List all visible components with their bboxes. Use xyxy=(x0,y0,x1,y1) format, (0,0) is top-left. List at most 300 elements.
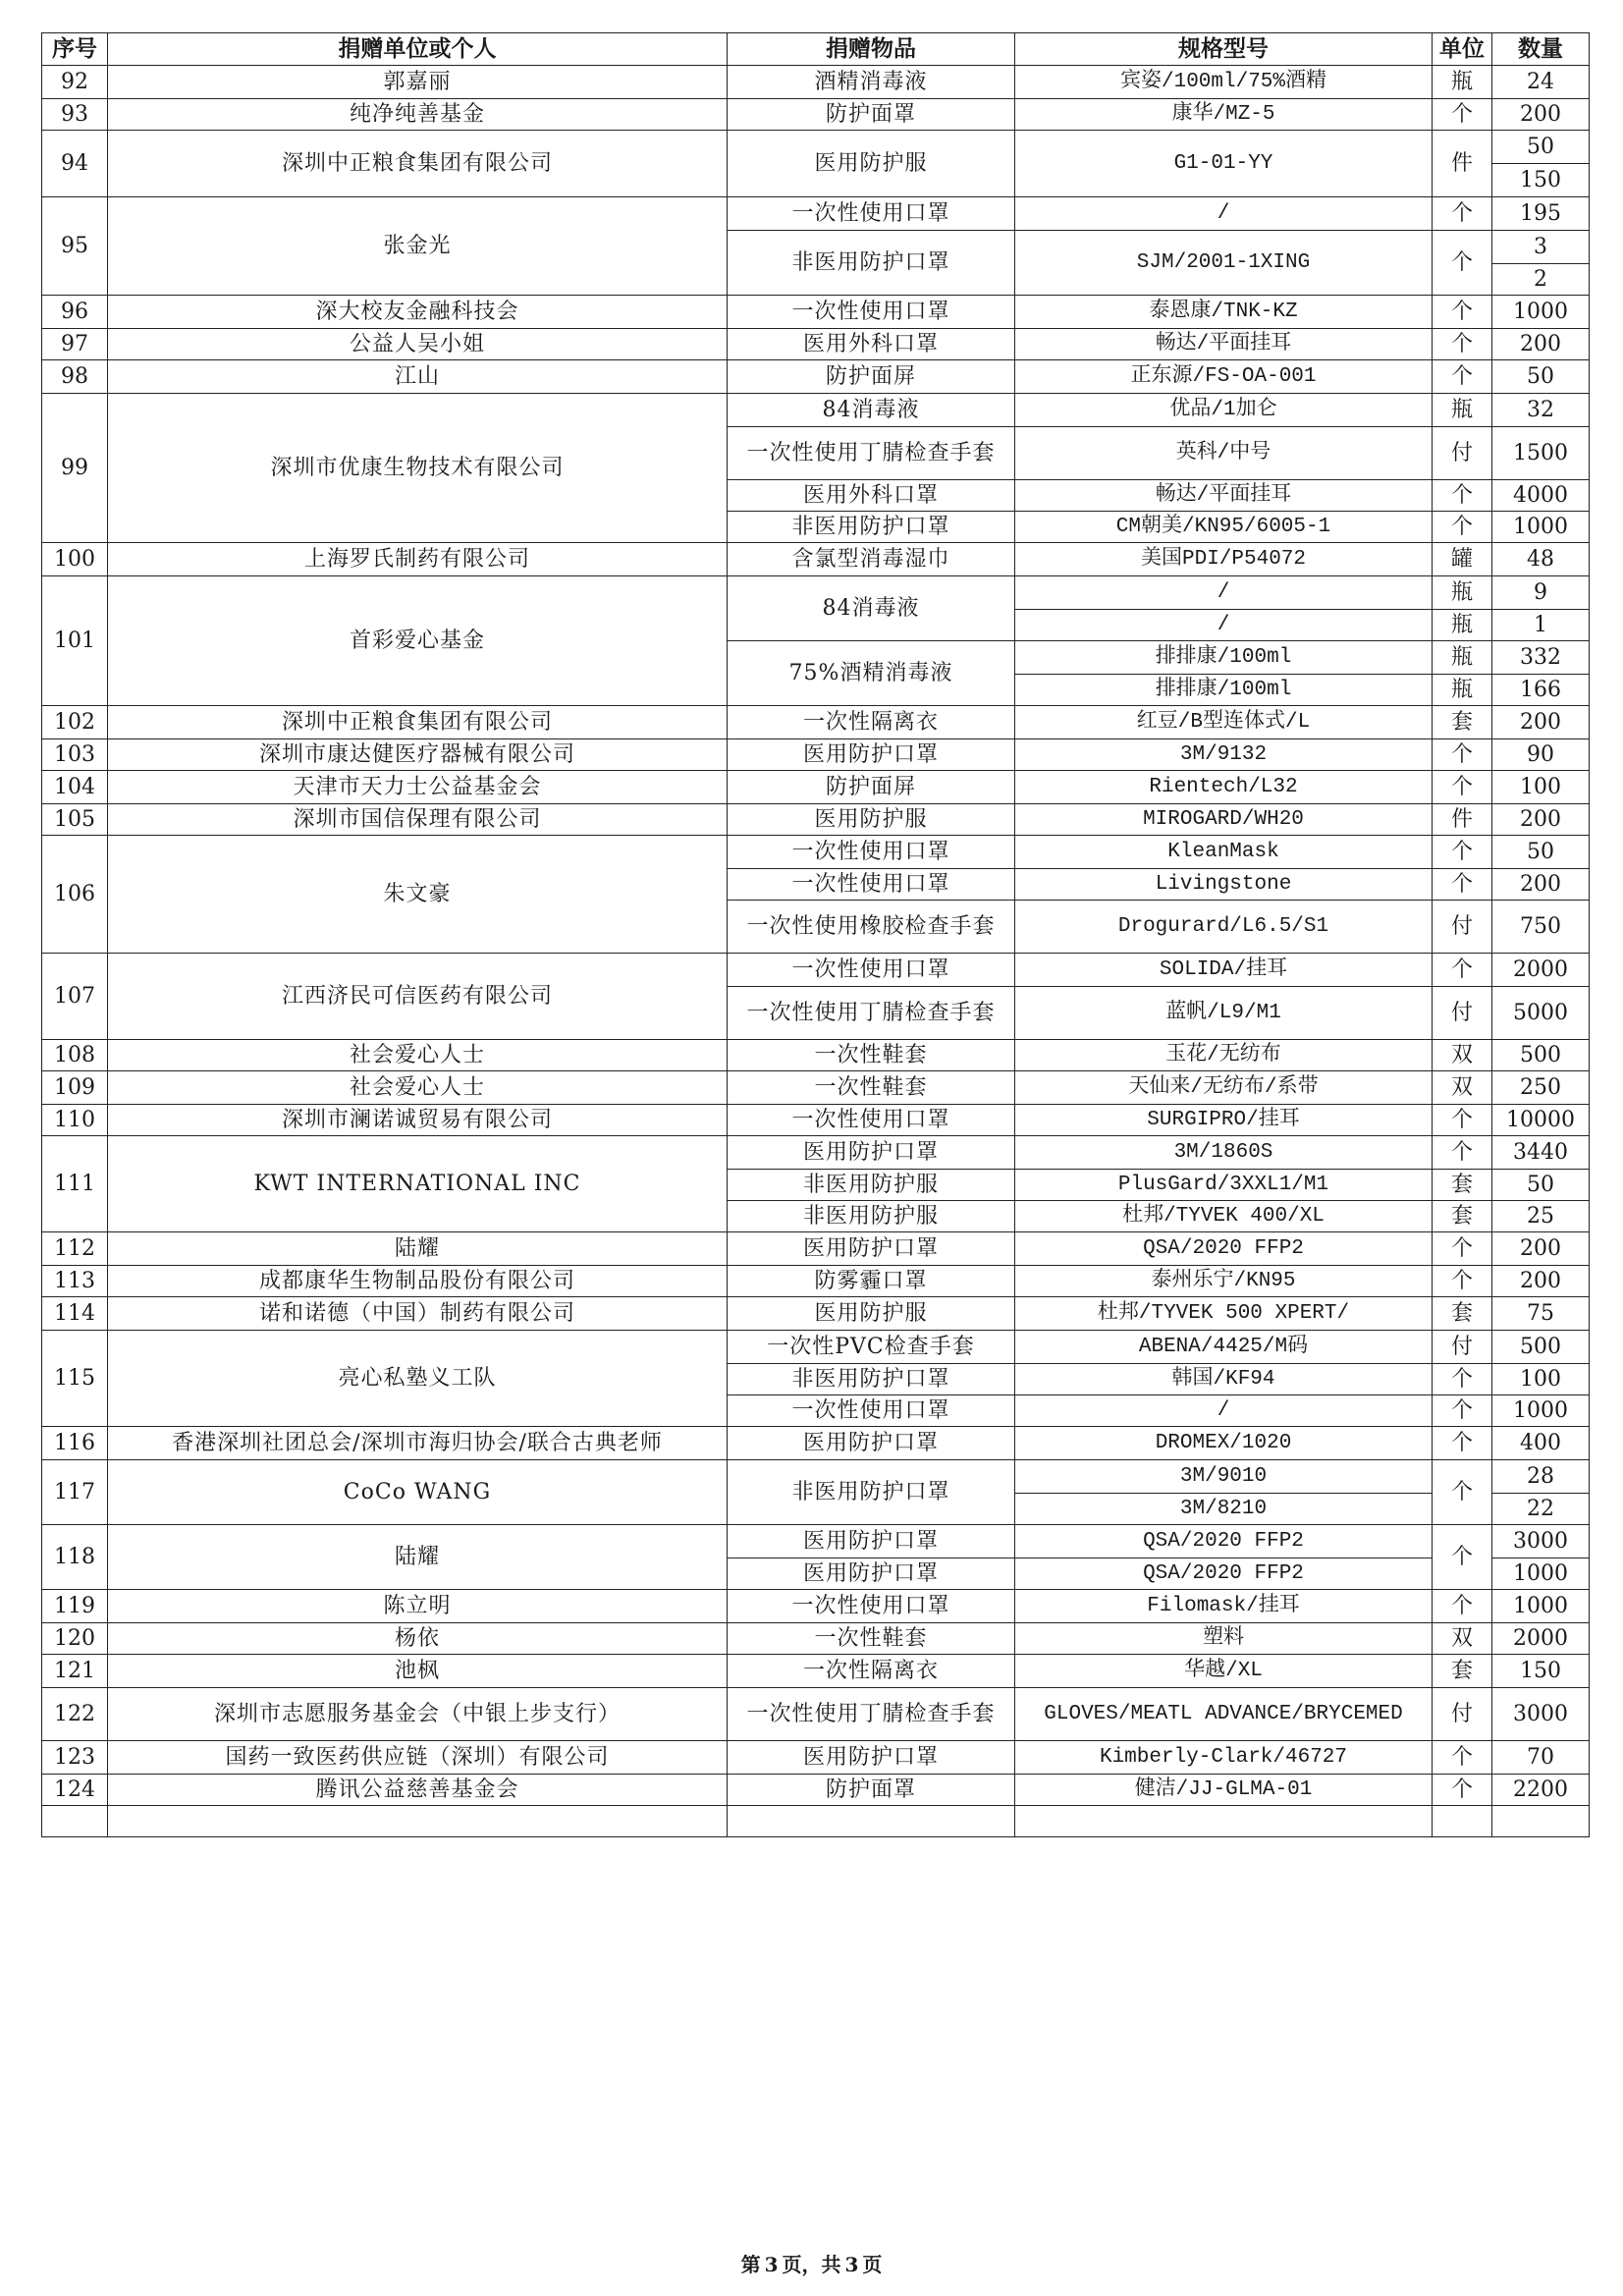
table-row xyxy=(42,836,1590,869)
cell-spec: Drogurard/L6.5/S1 xyxy=(1015,901,1433,954)
cell-unit: 个 xyxy=(1433,1525,1492,1590)
table-row xyxy=(42,1071,1590,1105)
cell-item: 医用防护口罩 xyxy=(728,739,1015,771)
cell-quantity: 166 xyxy=(1492,675,1590,706)
table-row xyxy=(42,1688,1590,1741)
cell-item: 一次性使用口罩 xyxy=(728,197,1015,231)
table-row xyxy=(42,576,1590,610)
table-row xyxy=(42,1232,1590,1266)
cell-item: 一次性鞋套 xyxy=(728,1040,1015,1071)
cell-unit: 双 xyxy=(1433,1071,1492,1105)
cell-seq: 106 xyxy=(42,836,108,954)
cell-unit: 瓶 xyxy=(1433,641,1492,675)
cell-item: 酒精消毒液 xyxy=(728,66,1015,99)
cell-quantity: 195 xyxy=(1492,197,1590,231)
table-header-row xyxy=(42,33,1590,66)
cell-item: 防护面屏 xyxy=(728,360,1015,394)
cell-item xyxy=(728,1806,1015,1837)
cell-item: 一次性使用丁腈检查手套 xyxy=(728,1688,1015,1741)
cell-seq: 113 xyxy=(42,1266,108,1297)
cell-seq: 110 xyxy=(42,1105,108,1136)
cell-item: 医用防护口罩 xyxy=(728,1427,1015,1460)
cell-spec: / xyxy=(1015,610,1433,641)
cell-quantity: 500 xyxy=(1492,1040,1590,1071)
cell-donor: 杨依 xyxy=(108,1623,728,1655)
cell-donor: 成都康华生物制品股份有限公司 xyxy=(108,1266,728,1297)
table-row xyxy=(42,1741,1590,1775)
cell-quantity: 750 xyxy=(1492,901,1590,954)
cell-unit: 个 xyxy=(1433,869,1492,901)
cell-seq: 121 xyxy=(42,1655,108,1688)
cell-quantity: 70 xyxy=(1492,1741,1590,1775)
cell-spec: 塑料 xyxy=(1015,1623,1433,1655)
cell-item: 一次性使用口罩 xyxy=(728,1105,1015,1136)
cell-seq: 101 xyxy=(42,576,108,706)
cell-quantity: 150 xyxy=(1492,164,1590,197)
cell-quantity: 100 xyxy=(1492,771,1590,804)
cell-seq: 95 xyxy=(42,197,108,296)
cell-quantity: 4000 xyxy=(1492,480,1590,512)
cell-item: 非医用防护口罩 xyxy=(728,1460,1015,1525)
cell-spec: 泰恩康/TNK-KZ xyxy=(1015,296,1433,329)
cell-quantity: 24 xyxy=(1492,66,1590,99)
cell-spec: 正东源/FS-OA-001 xyxy=(1015,360,1433,394)
cell-spec: / xyxy=(1015,576,1433,610)
cell-seq: 96 xyxy=(42,296,108,329)
cell-spec: MIROGARD/WH20 xyxy=(1015,804,1433,836)
cell-unit: 瓶 xyxy=(1433,66,1492,99)
cell-spec: 健洁/JJ-GLMA-01 xyxy=(1015,1775,1433,1806)
donation-table xyxy=(41,32,1590,1837)
cell-quantity: 28 xyxy=(1492,1460,1590,1494)
cell-donor: 深圳市优康生物技术有限公司 xyxy=(108,394,728,543)
cell-seq: 92 xyxy=(42,66,108,99)
cell-quantity: 50 xyxy=(1492,360,1590,394)
cell-quantity: 250 xyxy=(1492,1071,1590,1105)
cell-donor: 深大校友金融科技会 xyxy=(108,296,728,329)
cell-unit: 个 xyxy=(1433,1105,1492,1136)
table-row xyxy=(42,954,1590,987)
cell-item: 84消毒液 xyxy=(728,576,1015,641)
cell-donor: 首彩爱心基金 xyxy=(108,576,728,706)
cell-spec: ABENA/4425/M码 xyxy=(1015,1331,1433,1364)
cell-donor: 诺和诺德（中国）制药有限公司 xyxy=(108,1297,728,1331)
table-row xyxy=(42,329,1590,360)
cell-item: 防雾霾口罩 xyxy=(728,1266,1015,1297)
cell-quantity: 200 xyxy=(1492,804,1590,836)
cell-spec: PlusGard/3XXL1/M1 xyxy=(1015,1170,1433,1201)
table-body xyxy=(42,66,1590,1837)
cell-spec: GLOVES/MEATL ADVANCE/BRYCEMED xyxy=(1015,1688,1433,1741)
cell-item: 含氯型消毒湿巾 xyxy=(728,543,1015,576)
cell-item: 一次性PVC检查手套 xyxy=(728,1331,1015,1364)
page-suffix: 页 xyxy=(862,2253,883,2276)
cell-quantity: 1000 xyxy=(1492,512,1590,543)
cell-spec: 杜邦/TYVEK 500 XPERT/ xyxy=(1015,1297,1433,1331)
cell-donor: 陆耀 xyxy=(108,1232,728,1266)
cell-donor: 张金光 xyxy=(108,197,728,296)
cell-unit: 套 xyxy=(1433,706,1492,739)
cell-quantity: 48 xyxy=(1492,543,1590,576)
cell-donor: 深圳市国信保理有限公司 xyxy=(108,804,728,836)
cell-unit: 付 xyxy=(1433,1688,1492,1741)
header-quantity: 数量 xyxy=(1492,33,1590,66)
cell-item: 一次性使用橡胶检查手套 xyxy=(728,901,1015,954)
cell-item: 一次性使用口罩 xyxy=(728,296,1015,329)
cell-unit: 双 xyxy=(1433,1623,1492,1655)
cell-spec: 优品/1加仑 xyxy=(1015,394,1433,427)
cell-spec: / xyxy=(1015,1395,1433,1427)
cell-unit: 个 xyxy=(1433,512,1492,543)
cell-quantity: 1 xyxy=(1492,610,1590,641)
cell-unit: 付 xyxy=(1433,901,1492,954)
cell-item: 医用防护服 xyxy=(728,804,1015,836)
cell-unit: 件 xyxy=(1433,131,1492,197)
cell-quantity: 200 xyxy=(1492,329,1590,360)
cell-spec: 天仙来/无纺布/系带 xyxy=(1015,1071,1433,1105)
table-row xyxy=(42,1136,1590,1170)
cell-quantity: 25 xyxy=(1492,1201,1590,1232)
cell-spec: 畅达/平面挂耳 xyxy=(1015,329,1433,360)
table-row xyxy=(42,360,1590,394)
cell-item: 84消毒液 xyxy=(728,394,1015,427)
cell-unit: 个 xyxy=(1433,197,1492,231)
cell-seq: 102 xyxy=(42,706,108,739)
cell-donor: 陈立明 xyxy=(108,1590,728,1623)
cell-quantity: 10000 xyxy=(1492,1105,1590,1136)
cell-quantity: 100 xyxy=(1492,1364,1590,1395)
cell-seq: 104 xyxy=(42,771,108,804)
cell-spec: SJM/2001-1XING xyxy=(1015,231,1433,296)
cell-donor: 深圳市澜诺诚贸易有限公司 xyxy=(108,1105,728,1136)
cell-spec: 排排康/100ml xyxy=(1015,675,1433,706)
cell-quantity: 2000 xyxy=(1492,1623,1590,1655)
cell-seq: 98 xyxy=(42,360,108,394)
cell-spec: Livingstone xyxy=(1015,869,1433,901)
cell-donor: 上海罗氏制药有限公司 xyxy=(108,543,728,576)
cell-spec: 康华/MZ-5 xyxy=(1015,99,1433,131)
cell-item: 75%酒精消毒液 xyxy=(728,641,1015,706)
cell-donor: 社会爱心人士 xyxy=(108,1040,728,1071)
cell-seq: 118 xyxy=(42,1525,108,1590)
cell-seq: 103 xyxy=(42,739,108,771)
cell-seq: 114 xyxy=(42,1297,108,1331)
cell-seq: 122 xyxy=(42,1688,108,1741)
table-row xyxy=(42,1427,1590,1460)
cell-item: 医用防护口罩 xyxy=(728,1558,1015,1590)
cell-seq: 124 xyxy=(42,1775,108,1806)
cell-unit xyxy=(1433,1806,1492,1837)
cell-donor: 国药一致医药供应链（深圳）有限公司 xyxy=(108,1741,728,1775)
cell-donor: 江山 xyxy=(108,360,728,394)
table-row xyxy=(42,296,1590,329)
cell-donor: 天津市天力士公益基金会 xyxy=(108,771,728,804)
table-row xyxy=(42,66,1590,99)
page-number: 3 xyxy=(764,2253,779,2276)
cell-item: 非医用防护口罩 xyxy=(728,1364,1015,1395)
cell-unit: 付 xyxy=(1433,427,1492,480)
cell-donor xyxy=(108,1806,728,1837)
cell-seq: 123 xyxy=(42,1741,108,1775)
cell-spec: 英科/中号 xyxy=(1015,427,1433,480)
cell-item: 非医用防护服 xyxy=(728,1170,1015,1201)
cell-spec: 3M/8210 xyxy=(1015,1494,1433,1525)
cell-spec: 排排康/100ml xyxy=(1015,641,1433,675)
cell-spec: 韩国/KF94 xyxy=(1015,1364,1433,1395)
cell-unit: 个 xyxy=(1433,1395,1492,1427)
cell-quantity: 1000 xyxy=(1492,1590,1590,1623)
table-row xyxy=(42,1775,1590,1806)
cell-unit: 件 xyxy=(1433,804,1492,836)
cell-seq: 100 xyxy=(42,543,108,576)
table-row xyxy=(42,1806,1590,1837)
cell-quantity: 90 xyxy=(1492,739,1590,771)
cell-item: 防护面罩 xyxy=(728,99,1015,131)
cell-seq: 117 xyxy=(42,1460,108,1525)
cell-donor: CoCo WANG xyxy=(108,1460,728,1525)
cell-quantity: 9 xyxy=(1492,576,1590,610)
header-item: 捐赠物品 xyxy=(728,33,1015,66)
cell-donor: 陆耀 xyxy=(108,1525,728,1590)
cell-spec: 玉花/无纺布 xyxy=(1015,1040,1433,1071)
cell-item: 一次性使用口罩 xyxy=(728,954,1015,987)
cell-unit: 个 xyxy=(1433,1364,1492,1395)
cell-unit: 个 xyxy=(1433,1590,1492,1623)
cell-item: 医用防护服 xyxy=(728,131,1015,197)
cell-quantity: 2000 xyxy=(1492,954,1590,987)
cell-quantity: 332 xyxy=(1492,641,1590,675)
cell-donor: 腾讯公益慈善基金会 xyxy=(108,1775,728,1806)
cell-spec: KleanMask xyxy=(1015,836,1433,869)
cell-spec: SOLIDA/挂耳 xyxy=(1015,954,1433,987)
cell-unit: 付 xyxy=(1433,987,1492,1040)
cell-spec: QSA/2020 FFP2 xyxy=(1015,1525,1433,1558)
cell-spec: Kimberly-Clark/46727 xyxy=(1015,1741,1433,1775)
cell-unit: 个 xyxy=(1433,1232,1492,1266)
cell-unit: 付 xyxy=(1433,1331,1492,1364)
table-row xyxy=(42,1331,1590,1364)
cell-unit: 个 xyxy=(1433,1741,1492,1775)
cell-item: 一次性使用口罩 xyxy=(728,869,1015,901)
cell-seq: 119 xyxy=(42,1590,108,1623)
cell-unit: 瓶 xyxy=(1433,675,1492,706)
cell-seq: 94 xyxy=(42,131,108,197)
cell-seq: 115 xyxy=(42,1331,108,1427)
cell-quantity: 22 xyxy=(1492,1494,1590,1525)
cell-donor: 郭嘉丽 xyxy=(108,66,728,99)
cell-seq: 97 xyxy=(42,329,108,360)
table-row xyxy=(42,99,1590,131)
cell-unit: 个 xyxy=(1433,360,1492,394)
cell-spec: 华越/XL xyxy=(1015,1655,1433,1688)
cell-item: 一次性使用口罩 xyxy=(728,1590,1015,1623)
cell-spec: 3M/1860S xyxy=(1015,1136,1433,1170)
cell-unit: 个 xyxy=(1433,1427,1492,1460)
table-row xyxy=(42,1105,1590,1136)
cell-spec: 杜邦/TYVEK 400/XL xyxy=(1015,1201,1433,1232)
header-donor: 捐赠单位或个人 xyxy=(108,33,728,66)
cell-item: 一次性隔离衣 xyxy=(728,1655,1015,1688)
cell-quantity: 200 xyxy=(1492,99,1590,131)
table-row xyxy=(42,706,1590,739)
table-row xyxy=(42,1525,1590,1558)
cell-item: 医用防护口罩 xyxy=(728,1525,1015,1558)
cell-donor: 深圳中正粮食集团有限公司 xyxy=(108,706,728,739)
cell-donor: 深圳市康达健医疗器械有限公司 xyxy=(108,739,728,771)
cell-quantity: 200 xyxy=(1492,869,1590,901)
header-spec: 规格型号 xyxy=(1015,33,1433,66)
cell-unit: 瓶 xyxy=(1433,394,1492,427)
table-row xyxy=(42,1623,1590,1655)
cell-unit: 个 xyxy=(1433,836,1492,869)
cell-seq: 105 xyxy=(42,804,108,836)
cell-quantity: 200 xyxy=(1492,1266,1590,1297)
cell-seq: 111 xyxy=(42,1136,108,1232)
cell-unit: 套 xyxy=(1433,1170,1492,1201)
page-prefix: 第 xyxy=(740,2253,761,2276)
header-seq: 序号 xyxy=(42,33,108,66)
cell-donor: 亮心私塾义工队 xyxy=(108,1331,728,1427)
cell-spec xyxy=(1015,1806,1433,1837)
cell-quantity xyxy=(1492,1806,1590,1837)
cell-quantity: 32 xyxy=(1492,394,1590,427)
table-row xyxy=(42,197,1590,231)
table-row xyxy=(42,1655,1590,1688)
cell-quantity: 400 xyxy=(1492,1427,1590,1460)
cell-item: 一次性鞋套 xyxy=(728,1623,1015,1655)
cell-donor: 江西济民可信医药有限公司 xyxy=(108,954,728,1040)
cell-quantity: 3000 xyxy=(1492,1525,1590,1558)
cell-unit: 瓶 xyxy=(1433,576,1492,610)
cell-unit: 套 xyxy=(1433,1201,1492,1232)
cell-item: 非医用防护口罩 xyxy=(728,231,1015,296)
cell-unit: 个 xyxy=(1433,99,1492,131)
cell-quantity: 5000 xyxy=(1492,987,1590,1040)
cell-quantity: 50 xyxy=(1492,1170,1590,1201)
cell-spec: QSA/2020 FFP2 xyxy=(1015,1232,1433,1266)
table-row xyxy=(42,771,1590,804)
cell-quantity: 2 xyxy=(1492,264,1590,296)
cell-item: 医用防护口罩 xyxy=(728,1232,1015,1266)
table-row xyxy=(42,739,1590,771)
cell-item: 医用防护口罩 xyxy=(728,1741,1015,1775)
cell-unit: 个 xyxy=(1433,771,1492,804)
cell-unit: 个 xyxy=(1433,1266,1492,1297)
cell-quantity: 2200 xyxy=(1492,1775,1590,1806)
cell-item: 防护面罩 xyxy=(728,1775,1015,1806)
cell-donor: 公益人吴小姐 xyxy=(108,329,728,360)
cell-quantity: 1000 xyxy=(1492,296,1590,329)
cell-item: 非医用防护服 xyxy=(728,1201,1015,1232)
cell-donor: 朱文豪 xyxy=(108,836,728,954)
cell-quantity: 200 xyxy=(1492,706,1590,739)
cell-unit: 个 xyxy=(1433,329,1492,360)
cell-seq: 93 xyxy=(42,99,108,131)
cell-spec: 红豆/B型连体式/L xyxy=(1015,706,1433,739)
cell-seq: 108 xyxy=(42,1040,108,1071)
cell-spec: Filomask/挂耳 xyxy=(1015,1590,1433,1623)
cell-spec: DROMEX/1020 xyxy=(1015,1427,1433,1460)
table-row xyxy=(42,1040,1590,1071)
cell-quantity: 1000 xyxy=(1492,1395,1590,1427)
cell-quantity: 200 xyxy=(1492,1232,1590,1266)
cell-spec: 3M/9010 xyxy=(1015,1460,1433,1494)
cell-seq: 109 xyxy=(42,1071,108,1105)
cell-quantity: 50 xyxy=(1492,836,1590,869)
cell-unit: 个 xyxy=(1433,296,1492,329)
cell-quantity: 3 xyxy=(1492,231,1590,264)
cell-item: 一次性隔离衣 xyxy=(728,706,1015,739)
cell-spec: CM朝美/KN95/6005-1 xyxy=(1015,512,1433,543)
cell-quantity: 3000 xyxy=(1492,1688,1590,1741)
cell-item: 医用外科口罩 xyxy=(728,329,1015,360)
cell-unit: 套 xyxy=(1433,1297,1492,1331)
cell-item: 一次性使用口罩 xyxy=(728,836,1015,869)
cell-unit: 个 xyxy=(1433,739,1492,771)
cell-quantity: 75 xyxy=(1492,1297,1590,1331)
cell-donor: 香港深圳社团总会/深圳市海归协会/联合古典老师 xyxy=(108,1427,728,1460)
cell-unit: 双 xyxy=(1433,1040,1492,1071)
cell-unit: 个 xyxy=(1433,231,1492,296)
cell-seq xyxy=(42,1806,108,1837)
table-row xyxy=(42,543,1590,576)
cell-quantity: 1000 xyxy=(1492,1558,1590,1590)
cell-item: 一次性使用丁腈检查手套 xyxy=(728,987,1015,1040)
table-row xyxy=(42,394,1590,427)
cell-quantity: 150 xyxy=(1492,1655,1590,1688)
table-row xyxy=(42,1590,1590,1623)
cell-item: 医用防护服 xyxy=(728,1297,1015,1331)
table-row xyxy=(42,131,1590,164)
cell-donor: KWT INTERNATIONAL INC xyxy=(108,1136,728,1232)
cell-seq: 116 xyxy=(42,1427,108,1460)
cell-spec: QSA/2020 FFP2 xyxy=(1015,1558,1433,1590)
page-total: 3 xyxy=(844,2253,859,2276)
header-unit: 单位 xyxy=(1433,33,1492,66)
cell-item: 医用外科口罩 xyxy=(728,480,1015,512)
cell-donor: 深圳市志愿服务基金会（中银上步支行） xyxy=(108,1688,728,1741)
cell-donor: 纯净纯善基金 xyxy=(108,99,728,131)
table-row xyxy=(42,804,1590,836)
cell-spec: G1-01-YY xyxy=(1015,131,1433,197)
cell-seq: 112 xyxy=(42,1232,108,1266)
cell-unit: 套 xyxy=(1433,1655,1492,1688)
cell-spec: Rientech/L32 xyxy=(1015,771,1433,804)
cell-seq: 99 xyxy=(42,394,108,543)
cell-unit: 瓶 xyxy=(1433,610,1492,641)
cell-spec: 蓝帆/L9/M1 xyxy=(1015,987,1433,1040)
cell-item: 一次性使用口罩 xyxy=(728,1395,1015,1427)
cell-spec: 美国PDI/P54072 xyxy=(1015,543,1433,576)
cell-unit: 个 xyxy=(1433,1460,1492,1525)
cell-spec: 宾姿/100ml/75%酒精 xyxy=(1015,66,1433,99)
cell-unit: 个 xyxy=(1433,1136,1492,1170)
table-row xyxy=(42,1266,1590,1297)
cell-item: 一次性鞋套 xyxy=(728,1071,1015,1105)
cell-spec: 畅达/平面挂耳 xyxy=(1015,480,1433,512)
table-row xyxy=(42,1460,1590,1494)
cell-quantity: 50 xyxy=(1492,131,1590,164)
cell-donor: 社会爱心人士 xyxy=(108,1071,728,1105)
cell-quantity: 500 xyxy=(1492,1331,1590,1364)
cell-unit: 个 xyxy=(1433,1775,1492,1806)
cell-seq: 120 xyxy=(42,1623,108,1655)
cell-spec: 泰州乐宁/KN95 xyxy=(1015,1266,1433,1297)
page-footer xyxy=(0,2249,1623,2277)
cell-item: 医用防护口罩 xyxy=(728,1136,1015,1170)
cell-donor: 深圳中正粮食集团有限公司 xyxy=(108,131,728,197)
cell-unit: 个 xyxy=(1433,954,1492,987)
